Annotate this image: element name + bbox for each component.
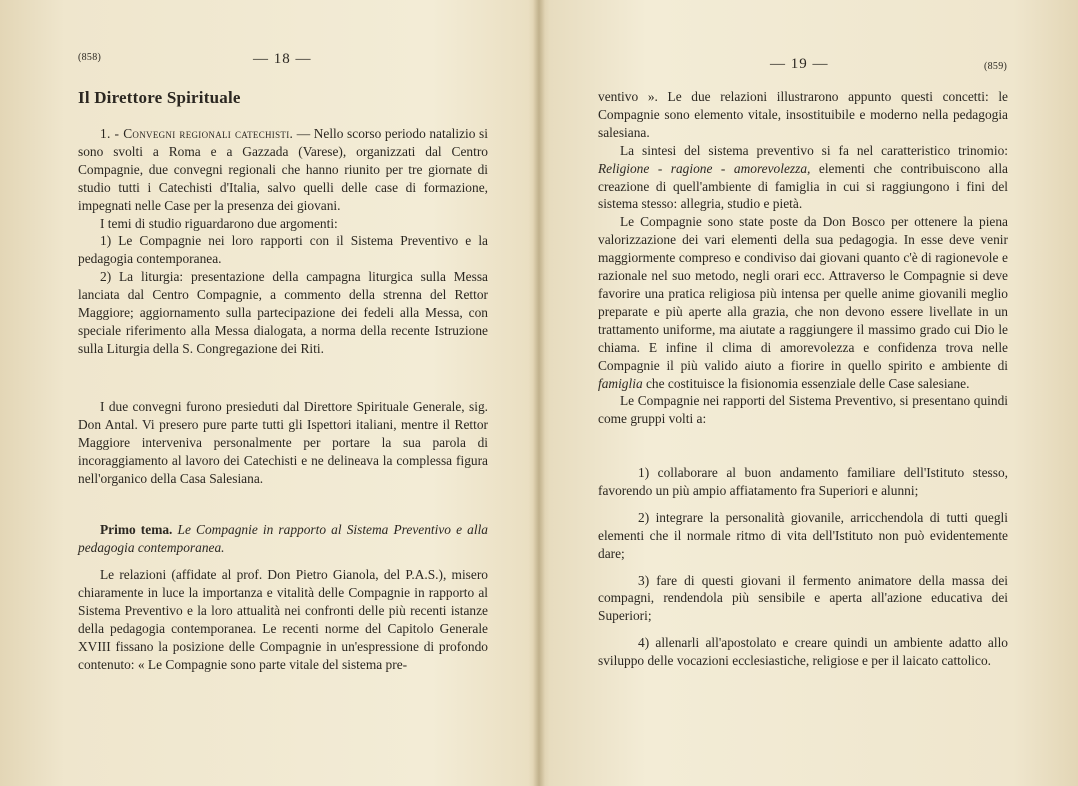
tema-1: 1) Le Compagnie nei loro rapporti con il Sistema Preventivo e la pedagogia contemporanea. <box>78 233 488 267</box>
tema-2: 2) La liturgia: presentazione della campagna liturgica sulla Messa lanciata dal Centro Compagnie, a commento della strenna del Rettor Maggiore; aggiornamento sulla partecipazione dei fedeli alla Messa, con speciale riferimento alla Messa dialogata, a norma della recente Istruzione sulla Liturgia della S. Congregazione dei Riti. <box>78 269 488 356</box>
left-column-primo-tema <box>78 521 488 557</box>
left-page-number: — 18 — <box>253 51 312 67</box>
primo-tema-title: Le Compagnie in rapporto al Sistema Preventivo e alla pedagogia contemporanea. <box>78 522 488 555</box>
left-column-relazioni <box>78 566 488 673</box>
para2-end: elementi che contribuiscono alla creazione di quell'ambiente di famiglia in cui si raggiungono i fini del sistema stesso: allegria, studio e pietà. <box>598 160 1008 212</box>
right-list <box>598 464 1008 670</box>
section1-text: — Nello scorso periodo natalizio si sono svolti a Roma e a Gazzada (Varese), organizzati dal Centro Compagnie, due convegni regionali che hanno riunito per tre giornate di studio tutti i Catechisti d'Italia, salvo quelli delle case di formazione, impegnati nelle Case per la presenza dei giovani. <box>78 126 488 213</box>
para3-start: Le Compagnie sono state poste da Don Bosco per ottenere la piena valorizzazione dei vari elementi della sua pedagogia. In esse deve venir maggiormente compreso e condiviso dai giovani quanto c'è di ragionevole e razionale nel suo metodo, negli orari ecc. Attraverso le Compagnie si deve favorire una pratica religiosa più intensa per quelle anime giovanili meglio preparate e più aperte alla grazia, che non devono essere livellate in un trattamento uniforme, ma aiutate a raggiungere il massimo grado cui Dio le chiama. E infine il clima di amorevolezza e confidenza trova nelle Compagnie il più valido aiuto a fiorire in quello spirito e ambiente di <box>598 214 1008 373</box>
right-page-number: — 19 — <box>770 56 829 72</box>
section1-lead: 1. - Convegni regionali catechisti. <box>100 126 294 141</box>
list-item-1: 1) collaborare al buon andamento familiare dell'Istituto stesso, favorendo un più ampio affiatamento fra Superiori e alunni; <box>598 465 1008 498</box>
list-item-2: 2) integrare la personalità giovanile, arricchendola di tutti quegli elementi che il normale ritmo di vita dell'Istituto non può evidentemente dare; <box>598 509 1008 561</box>
right-ref-number: (859) <box>984 61 1008 72</box>
para3-famiglia: famiglia <box>598 375 643 391</box>
list-item-3: 3) fare di questi giovani il fermento animatore della massa dei compagni, rendendola più sensibile e aperta all'azione educativa dei Superiori; <box>598 572 1008 624</box>
primo-tema-label: Primo tema. <box>100 522 173 537</box>
para2-start: La sintesi del sistema preventivo si fa nel caratteristico trinomio: <box>620 142 1008 158</box>
right-para-3 <box>598 213 1008 392</box>
right-para-2 <box>598 142 1008 214</box>
section1-paragraph <box>78 125 488 215</box>
left-column-convegni <box>78 398 488 488</box>
left-ref-number: (858) <box>78 52 102 63</box>
temi-intro: I temi di studio riguardarono due argomenti: <box>100 215 338 231</box>
relazioni-paragraph: Le relazioni (affidate al prof. Don Pietro Gianola, del P.A.S.), misero chiaramente in luce la importanza e vitalità delle Compagnie in rapporto al Sistema Preventivo e la loro attualità nei confronti delle più recenti istanze della pedagogia contemporanea. Le recenti norme del Capitolo Generale XVIII fissano la posizione delle Compagnie in un'espressione di profondo contenuto: « Le Compagnie sono parte vitale del sistema pre- <box>78 567 488 672</box>
page-title: Il Direttore Spirituale <box>78 88 241 107</box>
list-item-4: 4) allenarli all'apostolato e creare quindi un ambiente adatto allo sviluppo delle vocazioni ecclesiastiche, religiose e per il laicato cattolico. <box>598 635 1008 669</box>
para2-trinomio: Religione - ragione - amorevolezza, <box>598 160 811 176</box>
left-column-top <box>78 125 488 358</box>
primo-tema-heading <box>78 521 488 557</box>
right-para-4: Le Compagnie nei rapporti del Sistema Preventivo, si presentano quindi come gruppi volti a: <box>598 393 1008 427</box>
right-column-top <box>598 88 1008 428</box>
para3-end: che costituisce la fisionomia essenziale delle Case salesiane. <box>642 375 970 391</box>
right-para-1: ventivo ». Le due relazioni illustrarono appunto questi concetti: le Compagnie sono elemento vitale, insostituibile e moderno nella pedagogia salesiana. <box>598 89 1008 140</box>
convegni-paragraph: I due convegni furono presieduti dal Direttore Spirituale Generale, sig. Don Antal. Vi presero pure parte tutti gli Ispettori italiani, mentre il Rettor Maggiore interveniva personalmente per portare la sua parola di incoraggiamento al lavoro dei Catechisti e ne delineava la complessa figura nell'organico della Casa Salesiana. <box>78 399 488 486</box>
